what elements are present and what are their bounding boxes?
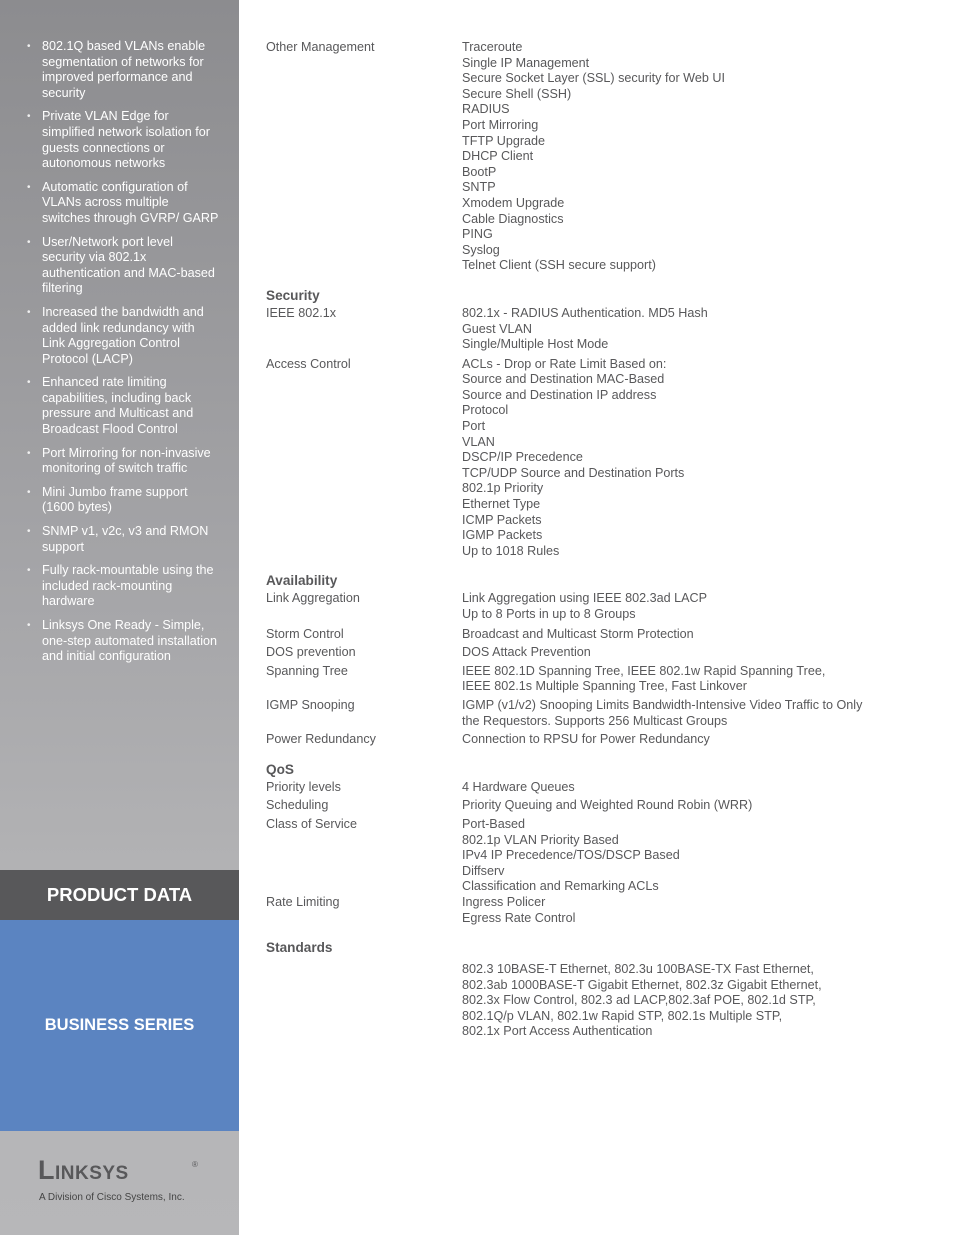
bullet-icon: •	[27, 236, 31, 248]
spec-label: Storm Control	[266, 626, 344, 641]
spec-value: Connection to RPSU for Power Redundancy	[462, 732, 710, 747]
feature-bullet-text: User/Network port level security via 802.1x authentication and MAC-based filtering	[42, 234, 215, 296]
feature-bullet-text: 802.1Q based VLANs enable segmentation of networks for improved performance and security	[42, 39, 206, 100]
linksys-logo-wordmark: Linksys	[38, 1155, 129, 1185]
spec-row	[266, 732, 926, 748]
bullet-icon: •	[27, 620, 31, 631]
feature-bullet	[0, 485, 239, 516]
spec-row	[266, 698, 926, 729]
product-data-banner	[0, 870, 239, 920]
spec-value: Broadcast and Multicast Storm Protection	[462, 626, 694, 641]
spec-row	[266, 357, 926, 560]
feature-bullet-text: Linksys One Ready - Simple, one-step automated installation and initial configuration	[42, 618, 218, 664]
feature-bullet	[0, 180, 239, 227]
feature-bullet-text: Mini Jumbo frame support (1600 bytes)	[42, 484, 188, 515]
feature-bullet-text: SNMP v1, v2c, v3 and RMON support	[42, 524, 209, 554]
feature-bullet	[0, 524, 239, 555]
business-series-banner	[0, 920, 239, 1131]
sidebar	[0, 0, 239, 1235]
feature-bullet-text: Fully rack-mountable using the included rack-mounting hardware	[42, 563, 214, 609]
spec-value: 802.1x - RADIUS Authentication. MD5 Hash Guest VLAN Single/Multiple Host Mode	[462, 305, 708, 352]
spec-value: 4 Hardware Queues	[462, 779, 575, 794]
spec-row	[266, 306, 926, 353]
spec-value: IEEE 802.1D Spanning Tree, IEEE 802.1w Rapid Spanning Tree, IEEE 802.1s Multiple Spanning Tree, Fast Linkover	[462, 663, 826, 694]
spec-row	[266, 664, 926, 695]
product-data-label: PRODUCT DATA	[46, 884, 193, 905]
spec-label: Access Control	[266, 356, 351, 371]
feature-bullet	[0, 618, 239, 665]
section-heading: QoS	[266, 761, 294, 777]
spec-row	[266, 798, 926, 814]
spec-label: Class of Service	[266, 816, 357, 831]
spec-row	[266, 817, 926, 895]
feature-bullet-text: Enhanced rate limiting capabilities, including back pressure and Multicast and Broadcast Flood Control	[42, 375, 194, 437]
feature-bullet-text: Increased the bandwidth and added link redundancy with Link Aggregation Control Protocol (LACP)	[42, 304, 204, 366]
bullet-icon: •	[27, 447, 31, 459]
bullet-icon: •	[27, 41, 31, 52]
spec-label	[266, 962, 462, 1040]
spec-value: Link Aggregation using IEEE 802.3ad LACP Up to 8 Ports in up to 8 Groups	[462, 591, 708, 621]
logo-tagline: A Division of Cisco Systems, Inc.	[39, 1192, 185, 1203]
feature-bullet	[0, 563, 239, 610]
spec-row	[266, 40, 926, 274]
bullet-icon: •	[27, 306, 31, 318]
spec-value: IGMP (v1/v2) Snooping Limits Bandwidth-Intensive Video Traffic to Only the Requestors. Supports 256 Multicast Groups	[462, 697, 863, 728]
spec-row	[266, 895, 926, 926]
feature-bullet-list	[0, 39, 239, 673]
feature-bullet	[0, 305, 239, 367]
spec-value: Ingress Policer Egress Rate Control	[462, 894, 576, 925]
feature-bullet-text: Private VLAN Edge for simplified network isolation for guests connections or autonomous networks	[42, 109, 210, 171]
bullet-icon: •	[27, 486, 31, 498]
feature-bullet	[0, 235, 239, 297]
feature-bullet	[0, 446, 239, 477]
bullet-icon: •	[27, 526, 31, 538]
spec-label: Link Aggregation	[266, 591, 360, 606]
section-heading: Availability	[266, 573, 338, 589]
bullet-icon: •	[27, 181, 31, 193]
feature-bullet-text: Port Mirroring for non-invasive monitoring of switch traffic	[42, 445, 211, 476]
spec-row	[266, 591, 926, 622]
spec-label: Spanning Tree	[266, 663, 348, 678]
spec-label: Priority levels	[266, 779, 341, 794]
bullet-icon: •	[27, 111, 31, 123]
spec-row	[266, 627, 926, 643]
spec-label: Power Redundancy	[266, 732, 376, 747]
bullet-icon: •	[27, 377, 31, 389]
spec-label: Other Management	[266, 40, 375, 54]
business-series-label: BUSINESS SERIES	[44, 1016, 195, 1034]
feature-bullet	[0, 39, 239, 101]
section-heading: Security	[266, 287, 320, 303]
section-heading: Standards	[266, 940, 333, 956]
spec-table	[266, 40, 926, 1040]
feature-bullet-text: Automatic configuration of VLANs across multiple switches through GVRP/ GARP	[42, 179, 219, 225]
feature-bullet	[0, 375, 239, 437]
spec-value: Traceroute Single IP Management Secure Socket Layer (SSL) security for Web UI Secure Shell (SSH) RADIUS Port Mirroring TFTP Upgrade DHCP Client BootP SNTP Xmodem Upgrade Cable Diagnostics PING Syslog Telnet Client (SSH secure support)	[462, 40, 725, 273]
spec-value: ACLs - Drop or Rate Limit Based on: Source and Destination MAC-Based Source and Destination IP address Protocol Port VLAN DSCP/IP Precedence TCP/UDP Source and Destination Ports 802.1p Priority Ethernet Type ICMP Packets IGMP Packets Up to 1018 Rules	[462, 356, 685, 558]
spec-row	[266, 780, 926, 796]
linksys-logo	[0, 1131, 239, 1235]
registered-mark: ®	[192, 1160, 198, 1169]
bullet-icon: •	[27, 565, 31, 577]
spec-value: DOS Attack Prevention	[462, 645, 591, 660]
spec-label: IEEE 802.1x	[266, 305, 337, 320]
spec-label: Rate Limiting	[266, 894, 340, 909]
spec-value: 802.3 10BASE-T Ethernet, 802.3u 100BASE-TX Fast Ethernet, 802.3ab 1000BASE-T Gigabit Ethernet, 802.3z Gigabit Ethernet, 802.3x Flow Control, 802.3 ad LACP,802.3af POE, 802.1d STP, 802.1Q/p VLAN, 802.1w Rapid STP, 802.1s Multiple STP, 802.1x Port Access Authentication	[462, 962, 822, 1039]
spec-row	[266, 645, 926, 661]
spec-row	[266, 962, 926, 1040]
feature-bullet	[0, 109, 239, 171]
spec-label: DOS prevention	[266, 645, 356, 660]
spec-value: Priority Queuing and Weighted Round Robin (WRR)	[462, 798, 753, 813]
spec-label: IGMP Snooping	[266, 697, 355, 712]
spec-value: Port-Based 802.1p VLAN Priority Based IPv4 IP Precedence/TOS/DSCP Based Diffserv Classification and Remarking ACLs	[462, 816, 680, 894]
spec-label: Scheduling	[266, 798, 329, 813]
